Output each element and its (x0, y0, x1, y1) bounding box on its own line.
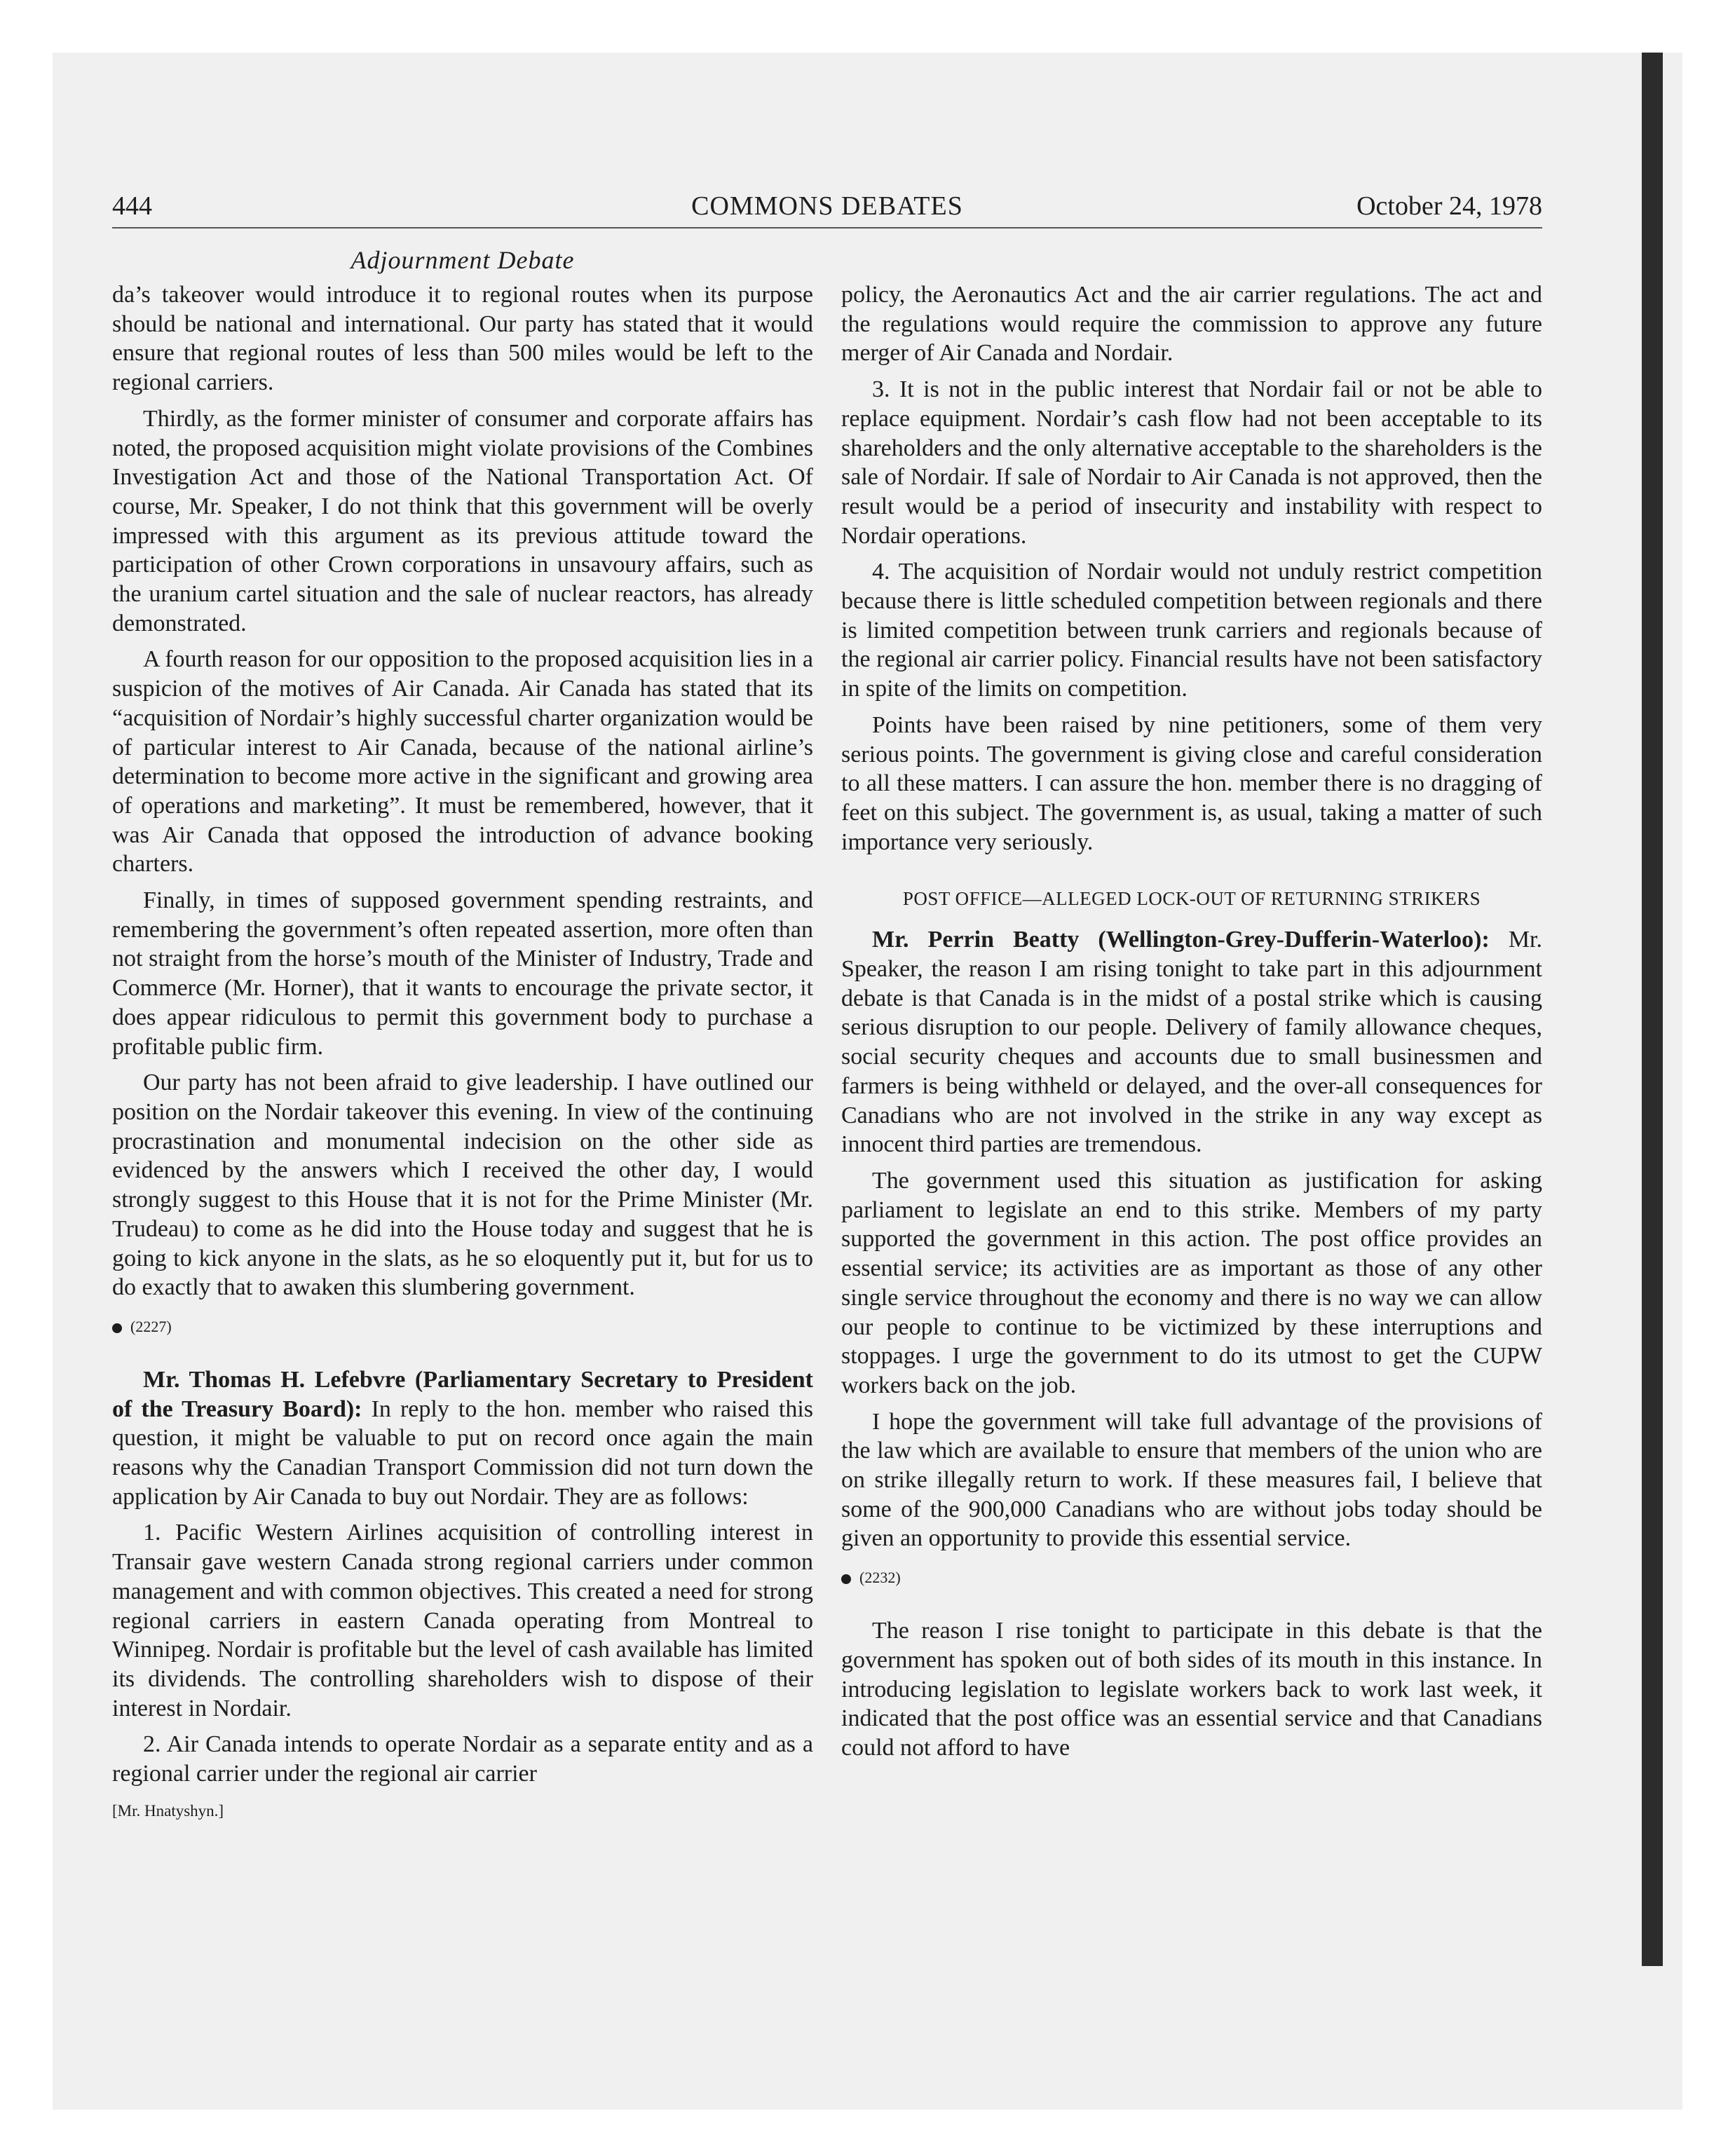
speech-text: Mr. Speaker, the reason I am rising tonight to take part in this adjournment debate is that Canada is in the midst of a postal strike which is causing serious disruption to our people. Delivery of family allowance cheques, social security cheques and accounts due to small businessmen and farmers is being withheld or delayed, and the over-all consequences for Canadians who are not involved in the strike in any way except as innocent third parties are tremendous. (841, 927, 1543, 1158)
topic-subheading: POST OFFICE—ALLEGED LOCK-OUT OF RETURNING STRIKERS (902, 888, 1481, 910)
paragraph: 3. It is not in the public interest that Nordair fail or not be able to replace equipment. Nordair’s cash flow had not been acceptable to its shareholders and the only alternative acceptable to the shareholders is the sale of Nordair. If sale of Nordair to Air Canada is not approved, then the result would be a period of insecurity and instability with respect to Nordair operations. (841, 376, 1542, 549)
paragraph: Our party has not been afraid to give leadership. I have outlined our position on the Nordair takeover this evening. In view of the continuing procrastination and monumental indecision on the other side as evidenced by the answers which I received the other day, I would strongly suggest to this House that it is not for the Prime Minister (Mr. Trudeau) to come as he did into the House today and suggest that he is going to kick anyone in the slats, as he so eloquently put it, but for us to do exactly that to awaken this slumbering government. (112, 1070, 813, 1301)
speech-paragraph (841, 925, 1542, 1159)
paragraph: 2. Air Canada intends to operate Nordair as a separate entity and as a regional carrier under the regional air carrier (112, 1731, 813, 1787)
paragraph: da’s takeover would introduce it to regional routes when its purpose should be national and international. Our party has stated that it would ensure that regional routes of less than 500 miles would be left to the regional carriers. (112, 282, 813, 396)
speaker-name: Mr. Thomas H. Lefebvre (Parliamentary Secretary to President of the Treasury Board): (112, 1366, 813, 1422)
scan-edge-shadow (1642, 53, 1663, 1966)
bullet-icon (841, 1574, 851, 1584)
paragraph: The government used this situation as justification for asking parliament to legislate an end to this strike. Members of my party supported the government in this action. The post office provides an essential service; its activities are as important as those of any other single service throughout the economy and there is no way we can allow our people to continue to be victimized by these interruptions and stoppages. I urge the government to do its utmost to get the CUPW workers back on the job. (841, 1167, 1542, 1398)
speaker-name: Mr. Perrin Beatty (Wellington-Grey-Dufferin-Waterloo): (872, 927, 1490, 953)
paragraph: Points have been raised by nine petitioners, some of them very serious points. The government is giving close and careful consideration to all these matters. I can assure the hon. member there is no dragging of feet on this subject. The government is, as usual, taking a matter of such importance very seriously. (841, 711, 1542, 855)
paragraph: 1. Pacific Western Airlines acquisition of controlling interest in Transair gave western Canada strong regional carriers under common management and with common objectives. This created a need for strong regional carriers in eastern Canada operating from Montreal to Winnipeg. Nordair is profitable but the level of cash available has limited its dividends. The controlling shareholders wish to dispose of their interest in Nordair. (112, 1520, 813, 1721)
paragraph: Finally, in times of supposed government spending restraints, and remembering the government’s often repeated assertion, more often than not straight from the horse’s mouth of the Minister of Industry, Trade and Commerce (Mr. Horner), that it wants to encourage the private sector, it does appear ridiculous to permit this government body to purchase a profitable public firm. (112, 887, 813, 1060)
timestamp-marker (112, 1316, 813, 1337)
right-column (841, 280, 1542, 1770)
header-date: October 24, 1978 (1356, 191, 1542, 221)
paragraph: A fourth reason for our opposition to the proposed acquisition lies in a suspicion of the motives of Air Canada. Air Canada has stated that its “acquisition of Nordair’s highly successful charter organization would be of particular interest to Air Canada, because of the national airline’s determination to become more active in the significant and growing area of operations and marketing”. It must be remembered, however, that it was Air Canada that opposed the introduction of advance booking charters. (112, 646, 813, 878)
timestamp-text: (2227) (130, 1317, 172, 1335)
timestamp-text: (2232) (859, 1569, 901, 1587)
section-title: Adjournment Debate (351, 246, 575, 274)
bullet-icon (112, 1323, 122, 1333)
left-column (112, 280, 813, 1822)
speech-paragraph (112, 1365, 813, 1512)
page-header (112, 188, 1542, 228)
paragraph: The reason I rise tonight to participate in this debate is that the government has spoken out of both sides of its mouth in this instance. In introducing legislation to legislate workers back to work last week, it indicated that the post office was an essential service and that Canadians could not afford to have (841, 1618, 1542, 1761)
page-number: 444 (112, 191, 152, 221)
speech-text: In reply to the hon. member who raised this question, it might be valuable to put on record once again the main reasons why the Canadian Transport Commission did not turn down the application by Air Canada to buy out Nordair. They are as follows: (112, 1396, 814, 1510)
paragraph: 4. The acquisition of Nordair would not unduly restrict competition because there is little scheduled competition between regionals and there is limited competition between trunk carriers and regionals because of the regional air carrier policy. Financial results have not been satisfactory in spite of the limits on competition. (841, 559, 1542, 702)
speaker-attribution: [Mr. Hnatyshyn.] (112, 1801, 224, 1820)
paragraph: Thirdly, as the former minister of consumer and corporate affairs has noted, the proposed acquisition might violate provisions of the Combines Investigation Act and those of the National Transportation Act. Of course, Mr. Speaker, I do not think that this government will be overly impressed with this argument as its previous attitude toward the participation of other Crown corporations in unsavoury affairs, such as the uranium cartel situation and the sale of nuclear reactors, has already demonstrated. (112, 405, 813, 636)
paragraph: I hope the government will take full advantage of the provisions of the law which are available to ensure that members of the union who are on strike illegally return to work. If these measures fail, I believe that some of the 900,000 Canadians who are without jobs today should be given an opportunity to provide this essential service. (841, 1408, 1542, 1552)
journal-title: COMMONS DEBATES (691, 191, 963, 221)
timestamp-marker (841, 1567, 1542, 1588)
paragraph: policy, the Aeronautics Act and the air carrier regulations. The act and the regulations would require the commission to approve any future merger of Air Canada and Nordair. (841, 282, 1542, 367)
